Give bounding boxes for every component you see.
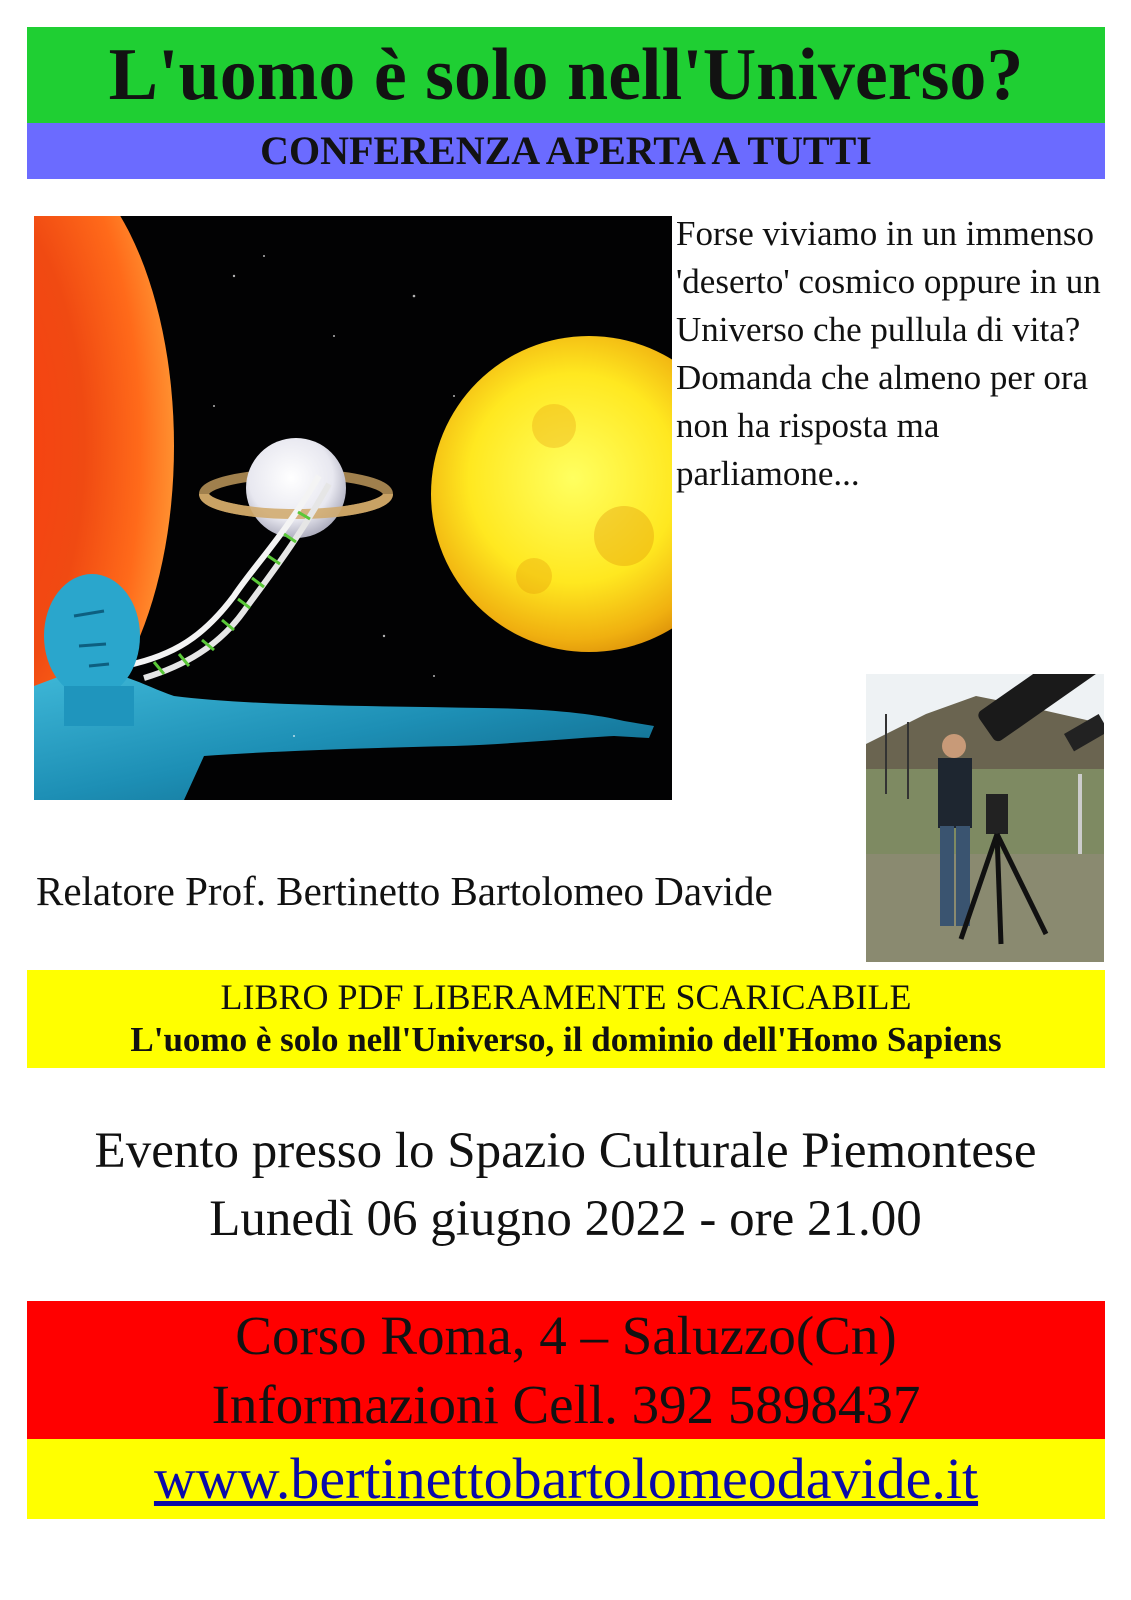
- yellow-sun: [431, 336, 672, 652]
- page-subtitle: CONFERENZA APERTA A TUTTI: [260, 128, 872, 173]
- book-banner: [27, 970, 1105, 1068]
- speaker-with-telescope-image: [866, 674, 1104, 962]
- page-title: L'uomo è solo nell'Universo?: [108, 34, 1024, 116]
- event-address: Corso Roma, 4 – Saluzzo(Cn): [235, 1305, 897, 1366]
- cosmic-scene-image: [34, 216, 672, 800]
- title-banner: [27, 27, 1105, 123]
- contact-banner: [27, 1301, 1105, 1439]
- intro-paragraph-1: Forse viviamo in un immenso 'deserto' cosmico oppure in un Universo che pullula di vita?: [676, 214, 1101, 349]
- event-venue: Evento presso lo Spazio Culturale Piemontese: [94, 1123, 1037, 1179]
- event-info: [0, 1117, 1131, 1253]
- book-title: L'uomo è solo nell'Universo, il dominio dell'Homo Sapiens: [130, 1020, 1002, 1059]
- website-link[interactable]: www.bertinettobartolomeodavide.it: [153, 1446, 979, 1511]
- contact-phone: Informazioni Cell. 392 5898437: [211, 1374, 921, 1435]
- event-datetime: Lunedì 06 giugno 2022 - ore 21.00: [209, 1191, 922, 1247]
- intro-paragraph-2: Domanda che almeno per ora non ha risposta ma parliamone...: [676, 358, 1089, 493]
- hero-illustration: [34, 216, 672, 800]
- ringed-planet: [246, 438, 346, 538]
- speaker-photo: [866, 674, 1104, 962]
- intro-text: [676, 210, 1116, 498]
- website-banner: [27, 1439, 1105, 1519]
- book-heading: LIBRO PDF LIBERAMENTE SCARICABILE: [220, 977, 912, 1017]
- subtitle-banner: [27, 123, 1105, 179]
- speaker-label: Relatore Prof. Bertinetto Bartolomeo Davide: [36, 868, 773, 914]
